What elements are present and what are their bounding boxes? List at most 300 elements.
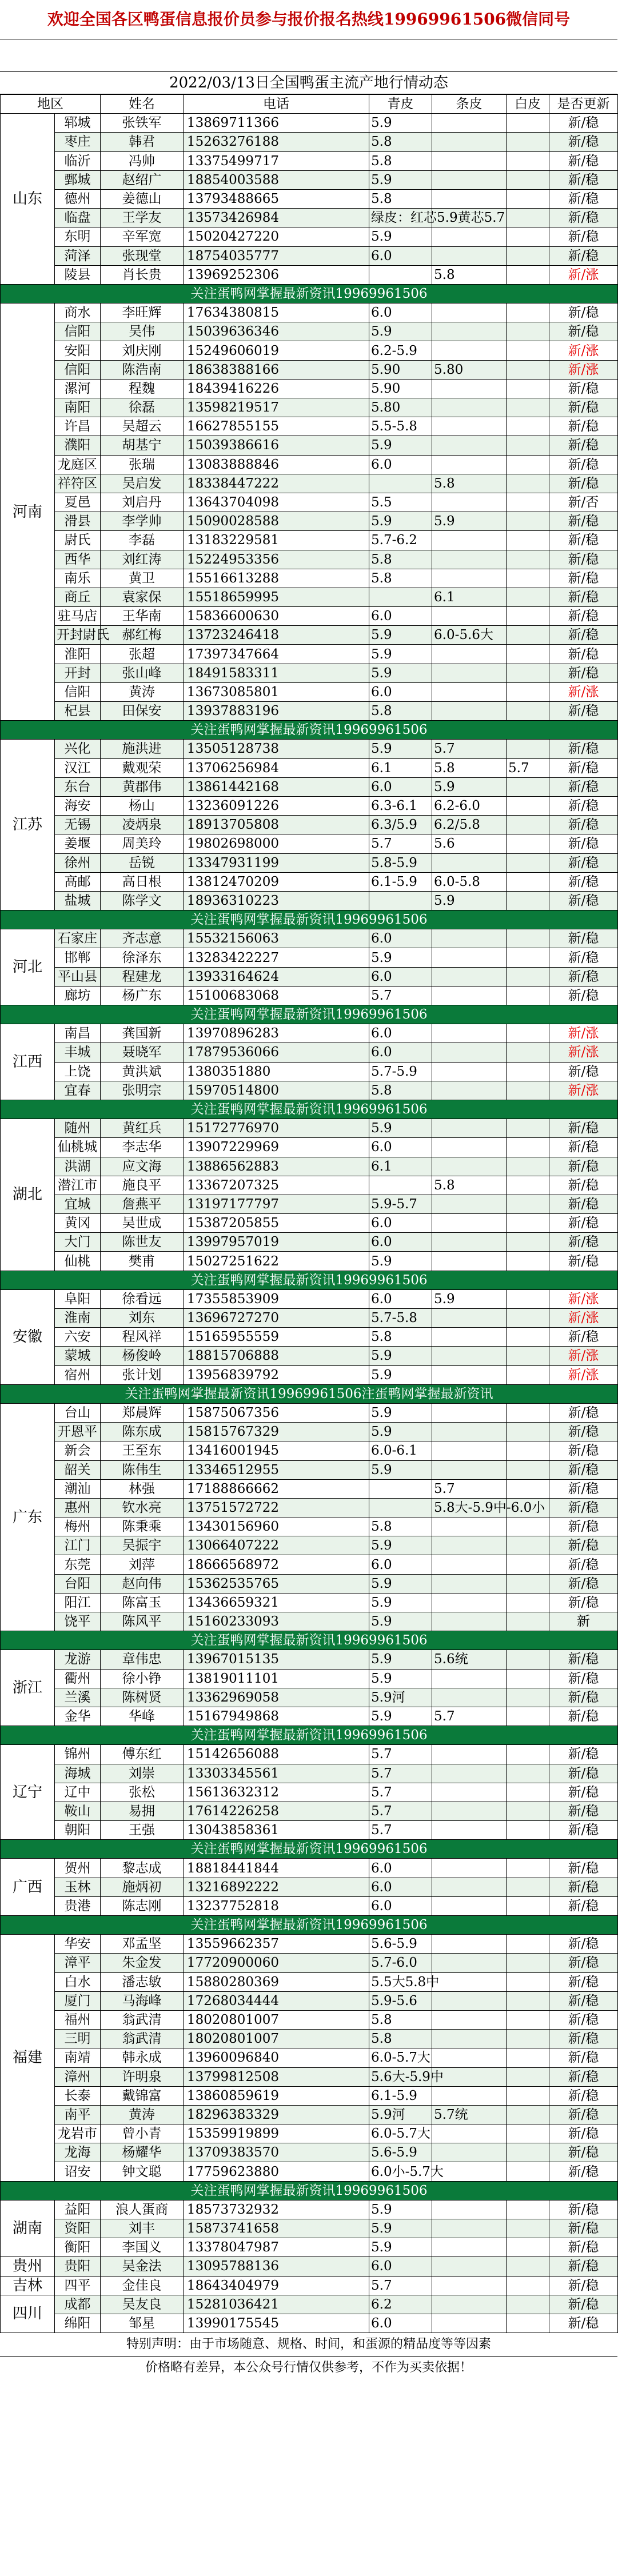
tiaopi-price: 5.7 — [432, 1707, 507, 1726]
tiaopi-price — [432, 2048, 507, 2067]
tiaopi-price — [432, 1517, 507, 1536]
table-row — [1, 967, 618, 986]
baipi-price — [507, 398, 549, 417]
place-cell: 开封 — [55, 664, 101, 682]
phone-cell: 13347931199 — [184, 853, 369, 872]
place-cell: 台山 — [55, 1403, 101, 1422]
tiaopi-price — [432, 1460, 507, 1479]
table-row — [1, 2276, 618, 2295]
place-cell: 六安 — [55, 1328, 101, 1347]
tiaopi-price: 5.9 — [432, 1289, 507, 1308]
place-cell: 信阳 — [55, 322, 101, 341]
place-cell: 惠州 — [55, 1498, 101, 1517]
update-status: 新/稳 — [549, 2143, 618, 2162]
table-row — [1, 1555, 618, 1574]
col-region: 地区 — [1, 95, 101, 114]
reporter-name: 王华南 — [101, 607, 184, 626]
tiaopi-price — [432, 1081, 507, 1100]
baipi-price — [507, 682, 549, 701]
tiaopi-price — [432, 2124, 507, 2143]
phone-cell: 17759623880 — [184, 2162, 369, 2181]
phone-cell: 13643704098 — [184, 493, 369, 512]
update-status: 新/稳 — [549, 1195, 618, 1213]
region-cell: 山东 — [1, 114, 55, 285]
reporter-name: 田保安 — [101, 702, 184, 721]
update-status: 新/稳 — [549, 2010, 618, 2029]
baipi-price — [507, 1176, 549, 1195]
place-cell: 大门 — [55, 1233, 101, 1252]
baipi-price — [507, 1935, 549, 1954]
tiaopi-price — [432, 1062, 507, 1081]
reporter-name: 章伟忠 — [101, 1650, 184, 1669]
reporter-name: 程魏 — [101, 379, 184, 398]
baipi-price — [507, 1214, 549, 1233]
table-row — [1, 265, 618, 284]
update-status: 新/稳 — [549, 1233, 618, 1252]
place-cell: 衢州 — [55, 1669, 101, 1688]
ad-banner-text: 关注蛋鸭网掌握最新资讯19969961506注蛋鸭网掌握最新资讯 — [1, 1384, 618, 1403]
phone-cell: 13367207325 — [184, 1176, 369, 1195]
update-status: 新/稳 — [549, 816, 618, 834]
reporter-name: 杨山 — [101, 796, 184, 815]
phone-cell: 15039386616 — [184, 436, 369, 455]
reporter-name: 徐磊 — [101, 398, 184, 417]
ad-banner-text: 关注蛋鸭网掌握最新资讯19969961506 — [1, 1271, 618, 1289]
region-cell: 河北 — [1, 929, 55, 1005]
update-status: 新/稳 — [549, 1498, 618, 1517]
qingpi-price: 5.7-5.8 — [369, 1309, 432, 1328]
phone-cell: 15027251622 — [184, 1252, 369, 1271]
place-cell: 洪湖 — [55, 1157, 101, 1176]
qingpi-price: 5.5大5.8中 — [369, 1972, 432, 1991]
place-cell: 石家庄 — [55, 929, 101, 948]
qingpi-price — [369, 1479, 432, 1498]
table-row — [1, 303, 618, 322]
table-row — [1, 1802, 618, 1820]
tiaopi-price — [432, 2238, 507, 2257]
phone-cell: 13861442168 — [184, 777, 369, 796]
place-cell: 宜春 — [55, 1081, 101, 1100]
baipi-price — [507, 702, 549, 721]
baipi-price — [507, 1859, 549, 1878]
qingpi-price: 5.9 — [369, 1403, 432, 1422]
qingpi-price: 6.0 — [369, 2257, 432, 2276]
update-status: 新/稳 — [549, 853, 618, 872]
ad-banner-row — [1, 1916, 618, 1935]
baipi-price — [507, 1138, 549, 1157]
update-status: 新/稳 — [549, 1555, 618, 1574]
update-status: 新/稳 — [549, 891, 618, 910]
tiaopi-price — [432, 227, 507, 246]
place-cell: 玉林 — [55, 1878, 101, 1896]
phone-cell: 13183229581 — [184, 531, 369, 550]
place-cell: 成都 — [55, 2295, 101, 2314]
place-cell: 绵阳 — [55, 2314, 101, 2333]
baipi-price — [507, 1365, 549, 1384]
tiaopi-price — [432, 1896, 507, 1915]
qingpi-price: 5.7 — [369, 986, 432, 1005]
place-cell: 海城 — [55, 1764, 101, 1783]
baipi-price — [507, 664, 549, 682]
qingpi-price: 5.9-5.7 — [369, 1195, 432, 1213]
tiaopi-price — [432, 2314, 507, 2333]
place-cell: 鄄城 — [55, 170, 101, 189]
tiaopi-price — [432, 1802, 507, 1820]
table-body — [1, 114, 618, 2333]
tiaopi-price — [432, 702, 507, 721]
baipi-price — [507, 816, 549, 834]
reporter-name: 吴世成 — [101, 1214, 184, 1233]
baipi-price — [507, 322, 549, 341]
phone-cell: 18815706888 — [184, 1347, 369, 1365]
phone-cell: 13723246418 — [184, 626, 369, 645]
place-cell: 杞县 — [55, 702, 101, 721]
baipi-price — [507, 1517, 549, 1536]
baipi-price: 5.7 — [507, 758, 549, 777]
place-cell: 盐城 — [55, 891, 101, 910]
baipi-price — [507, 1309, 549, 1328]
tiaopi-price — [432, 682, 507, 701]
reporter-name: 华峰 — [101, 1707, 184, 1726]
place-cell: 淮阳 — [55, 645, 101, 664]
update-status: 新/稳 — [549, 455, 618, 474]
reporter-name: 冯帅 — [101, 151, 184, 170]
tiaopi-price — [432, 1347, 507, 1365]
phone-cell: 15090028588 — [184, 512, 369, 531]
baipi-price — [507, 1062, 549, 1081]
place-cell: 信阳 — [55, 360, 101, 379]
reporter-name: 刘崇 — [101, 1764, 184, 1783]
table-row — [1, 455, 618, 474]
reporter-name: 陈树贤 — [101, 1688, 184, 1707]
place-cell: 德州 — [55, 189, 101, 208]
footer-disclaimer-2: 价格略有差异，本公众号行情仅供参考，不作为买卖依据！ — [145, 2361, 472, 2375]
table-row — [1, 645, 618, 664]
qingpi-price: 6.0 — [369, 607, 432, 626]
table-row — [1, 1479, 618, 1498]
tiaopi-price — [432, 1252, 507, 1271]
place-cell: 开封尉氏 — [55, 626, 101, 645]
phone-cell: 13598219517 — [184, 398, 369, 417]
reporter-name: 袁家保 — [101, 588, 184, 606]
baipi-price — [507, 1972, 549, 1991]
table-row — [1, 929, 618, 948]
table-row — [1, 1441, 618, 1460]
reporter-name: 浪人蛋商 — [101, 2200, 184, 2219]
tiaopi-price — [432, 246, 507, 265]
update-status: 新/稳 — [549, 1878, 618, 1896]
reporter-name: 张现堂 — [101, 246, 184, 265]
qingpi-price: 5.8 — [369, 550, 432, 569]
tiaopi-price — [432, 1441, 507, 1460]
table-row — [1, 1707, 618, 1726]
tiaopi-price — [432, 2276, 507, 2295]
tiaopi-price — [432, 1745, 507, 1764]
table-row — [1, 531, 618, 550]
reporter-name: 吴友良 — [101, 2295, 184, 2314]
qingpi-price: 6.0 — [369, 967, 432, 986]
qingpi-price: 5.9 — [369, 512, 432, 531]
reporter-name: 韩永成 — [101, 2048, 184, 2067]
tiaopi-price — [432, 398, 507, 417]
table-row — [1, 853, 618, 872]
qingpi-price: 6.1 — [369, 1157, 432, 1176]
place-cell: 资阳 — [55, 2219, 101, 2238]
update-status: 新/稳 — [549, 834, 618, 853]
update-status: 新/稳 — [549, 1896, 618, 1915]
phone-cell: 13346512955 — [184, 1460, 369, 1479]
baipi-price — [507, 1954, 549, 1972]
reporter-name: 黄郡伟 — [101, 777, 184, 796]
update-status: 新/稳 — [549, 1954, 618, 1972]
phone-cell: 13967015135 — [184, 1650, 369, 1669]
phone-cell: 13573426984 — [184, 209, 369, 227]
phone-cell: 15970514800 — [184, 1081, 369, 1100]
phone-cell: 15172776970 — [184, 1119, 369, 1138]
baipi-price — [507, 2030, 549, 2048]
qingpi-price: 5.9河 — [369, 1688, 432, 1707]
table-row — [1, 1195, 618, 1213]
tiaopi-price — [432, 1669, 507, 1688]
place-cell: 临沂 — [55, 151, 101, 170]
baipi-price — [507, 265, 549, 284]
reporter-name: 易拥 — [101, 1802, 184, 1820]
table-row — [1, 1935, 618, 1954]
qingpi-price: 5.7-5.9 — [369, 1062, 432, 1081]
tiaopi-price: 5.8 — [432, 758, 507, 777]
reporter-name: 胡基宁 — [101, 436, 184, 455]
place-cell: 陵县 — [55, 265, 101, 284]
phone-cell: 13706256984 — [184, 758, 369, 777]
phone-cell: 15167949868 — [184, 1707, 369, 1726]
reporter-name: 刘萍 — [101, 1555, 184, 1574]
place-cell: 东明 — [55, 227, 101, 246]
tiaopi-price — [432, 1157, 507, 1176]
phone-cell: 15387205855 — [184, 1214, 369, 1233]
table-row — [1, 2030, 618, 2048]
phone-cell: 18296383329 — [184, 2105, 369, 2124]
tiaopi-price — [432, 1821, 507, 1840]
place-cell: 阜阳 — [55, 1289, 101, 1308]
update-status: 新/稳 — [549, 664, 618, 682]
table-row — [1, 588, 618, 606]
qingpi-price: 5.6-5.9 — [369, 2143, 432, 2162]
reporter-name: 詹燕平 — [101, 1195, 184, 1213]
baipi-price — [507, 2067, 549, 2086]
tiaopi-price — [432, 1119, 507, 1138]
phone-cell: 13812470209 — [184, 872, 369, 891]
phone-cell: 13937883196 — [184, 702, 369, 721]
region-cell: 江苏 — [1, 740, 55, 910]
baipi-price — [507, 1024, 549, 1043]
tiaopi-price: 5.7统 — [432, 2105, 507, 2124]
qingpi-price: 5.9 — [369, 626, 432, 645]
table-row — [1, 758, 618, 777]
table-row — [1, 777, 618, 796]
ad-banner-row — [1, 1631, 618, 1650]
tiaopi-price — [432, 929, 507, 948]
place-cell: 阳江 — [55, 1593, 101, 1612]
update-status: 新/稳 — [549, 1783, 618, 1802]
update-status: 新/稳 — [549, 1252, 618, 1271]
table-row — [1, 1688, 618, 1707]
tiaopi-price — [432, 2295, 507, 2314]
update-status: 新/稳 — [549, 1707, 618, 1726]
ad-banner-text: 关注蛋鸭网掌握最新资讯19969961506 — [1, 910, 618, 929]
reporter-name: 陈东成 — [101, 1423, 184, 1441]
table-row — [1, 1669, 618, 1688]
table-row — [1, 151, 618, 170]
place-cell: 漯河 — [55, 379, 101, 398]
place-cell: 开恩平 — [55, 1423, 101, 1441]
phone-cell: 13709383570 — [184, 2143, 369, 2162]
ad-banner-row — [1, 284, 618, 303]
phone-cell: 15160233093 — [184, 1612, 369, 1631]
reporter-name: 肖长贵 — [101, 265, 184, 284]
qingpi-price: 6.3/5.9 — [369, 816, 432, 834]
qingpi-price: 绿皮：红芯5.9黄芯5.7 — [369, 209, 432, 227]
tiaopi-price — [432, 417, 507, 436]
update-status: 新/稳 — [549, 1650, 618, 1669]
reporter-name: 刘丰 — [101, 2219, 184, 2238]
place-cell: 濮阳 — [55, 436, 101, 455]
table-row — [1, 626, 618, 645]
tiaopi-price — [432, 1024, 507, 1043]
qingpi-price: 6.0-5.7大 — [369, 2124, 432, 2143]
col-baipi: 白皮 — [507, 95, 549, 114]
phone-cell: 13430156960 — [184, 1517, 369, 1536]
reporter-name: 郝红梅 — [101, 626, 184, 645]
baipi-price — [507, 2200, 549, 2219]
reporter-name: 翁武清 — [101, 2010, 184, 2029]
phone-cell: 18638388166 — [184, 360, 369, 379]
qingpi-price: 5.9 — [369, 2219, 432, 2238]
update-status: 新/稳 — [549, 1423, 618, 1441]
place-cell: 南乐 — [55, 569, 101, 588]
tiaopi-price — [432, 967, 507, 986]
place-cell: 东莞 — [55, 1555, 101, 1574]
phone-cell: 13303345561 — [184, 1764, 369, 1783]
place-cell: 郓城 — [55, 114, 101, 133]
phone-cell: 13970896283 — [184, 1024, 369, 1043]
table-row — [1, 1081, 618, 1100]
phone-cell: 13869711366 — [184, 114, 369, 133]
qingpi-price — [369, 1176, 432, 1195]
table-row — [1, 246, 618, 265]
table-row — [1, 1878, 618, 1896]
qingpi-price: 5.7 — [369, 1802, 432, 1820]
baipi-price — [507, 929, 549, 948]
tiaopi-price — [432, 531, 507, 550]
table-row — [1, 1309, 618, 1328]
table-row — [1, 1062, 618, 1081]
baipi-price — [507, 436, 549, 455]
tiaopi-price — [432, 303, 507, 322]
qingpi-price: 5.8-5.9 — [369, 853, 432, 872]
table-row — [1, 341, 618, 360]
table-row — [1, 1233, 618, 1252]
baipi-price — [507, 1669, 549, 1688]
region-cell: 安徽 — [1, 1289, 55, 1384]
qingpi-price: 5.8 — [369, 1081, 432, 1100]
tiaopi-price — [432, 341, 507, 360]
place-cell: 平山县 — [55, 967, 101, 986]
place-cell: 兴化 — [55, 740, 101, 758]
table-row — [1, 322, 618, 341]
table-row — [1, 1328, 618, 1347]
table-row — [1, 607, 618, 626]
table-row — [1, 1347, 618, 1365]
tiaopi-price — [432, 1878, 507, 1896]
ad-banner-text: 关注蛋鸭网掌握最新资讯19969961506 — [1, 1100, 618, 1119]
baipi-price — [507, 133, 549, 151]
table-row — [1, 2219, 618, 2238]
reporter-name: 程风祥 — [101, 1328, 184, 1347]
qingpi-price: 5.9 — [369, 1650, 432, 1669]
baipi-price — [507, 2257, 549, 2276]
tiaopi-price — [432, 853, 507, 872]
update-status: 新/涨 — [549, 265, 618, 284]
phone-cell: 15518659995 — [184, 588, 369, 606]
reporter-name: 戴观荣 — [101, 758, 184, 777]
qingpi-price: 6.0 — [369, 1233, 432, 1252]
qingpi-price: 5.9 — [369, 1460, 432, 1479]
tiaopi-price — [432, 170, 507, 189]
reporter-name: 施良平 — [101, 1176, 184, 1195]
phone-cell: 15100683068 — [184, 986, 369, 1005]
place-cell: 汉江 — [55, 758, 101, 777]
reporter-name: 樊甫 — [101, 1252, 184, 1271]
reporter-name: 吴金法 — [101, 2257, 184, 2276]
reporter-name: 陈学文 — [101, 891, 184, 910]
qingpi-price: 6.0 — [369, 2314, 432, 2333]
baipi-price — [507, 550, 549, 569]
tiaopi-price: 5.80 — [432, 360, 507, 379]
update-status: 新/稳 — [549, 1991, 618, 2010]
place-cell: 南平 — [55, 2105, 101, 2124]
baipi-price — [507, 360, 549, 379]
place-cell: 黄冈 — [55, 1214, 101, 1233]
update-status: 新/稳 — [549, 1821, 618, 1840]
phone-cell: 18439416226 — [184, 379, 369, 398]
phone-cell: 16627855155 — [184, 417, 369, 436]
qingpi-price: 5.5-5.8 — [369, 417, 432, 436]
tiaopi-price: 6.0-5.6大 — [432, 626, 507, 645]
tiaopi-price — [432, 1612, 507, 1631]
place-cell: 上饶 — [55, 1062, 101, 1081]
qingpi-price — [369, 588, 432, 606]
phone-cell: 13956839792 — [184, 1365, 369, 1384]
update-status: 新/稳 — [549, 2086, 618, 2105]
place-cell: 无锡 — [55, 816, 101, 834]
place-cell: 临盘 — [55, 209, 101, 227]
update-status: 新/稳 — [549, 569, 618, 588]
qingpi-price: 6.3-6.1 — [369, 796, 432, 815]
phone-cell: 17634380815 — [184, 303, 369, 322]
table-row — [1, 2257, 618, 2276]
table-row — [1, 512, 618, 531]
baipi-price — [507, 626, 549, 645]
update-status: 新/稳 — [549, 550, 618, 569]
place-cell: 海安 — [55, 796, 101, 815]
reporter-name: 朱金发 — [101, 1954, 184, 1972]
update-status: 新/稳 — [549, 1574, 618, 1593]
tiaopi-price: 6.0-5.8 — [432, 872, 507, 891]
phone-cell: 13990175545 — [184, 2314, 369, 2333]
table-row — [1, 702, 618, 721]
baipi-price — [507, 796, 549, 815]
update-status: 新/稳 — [549, 2105, 618, 2124]
